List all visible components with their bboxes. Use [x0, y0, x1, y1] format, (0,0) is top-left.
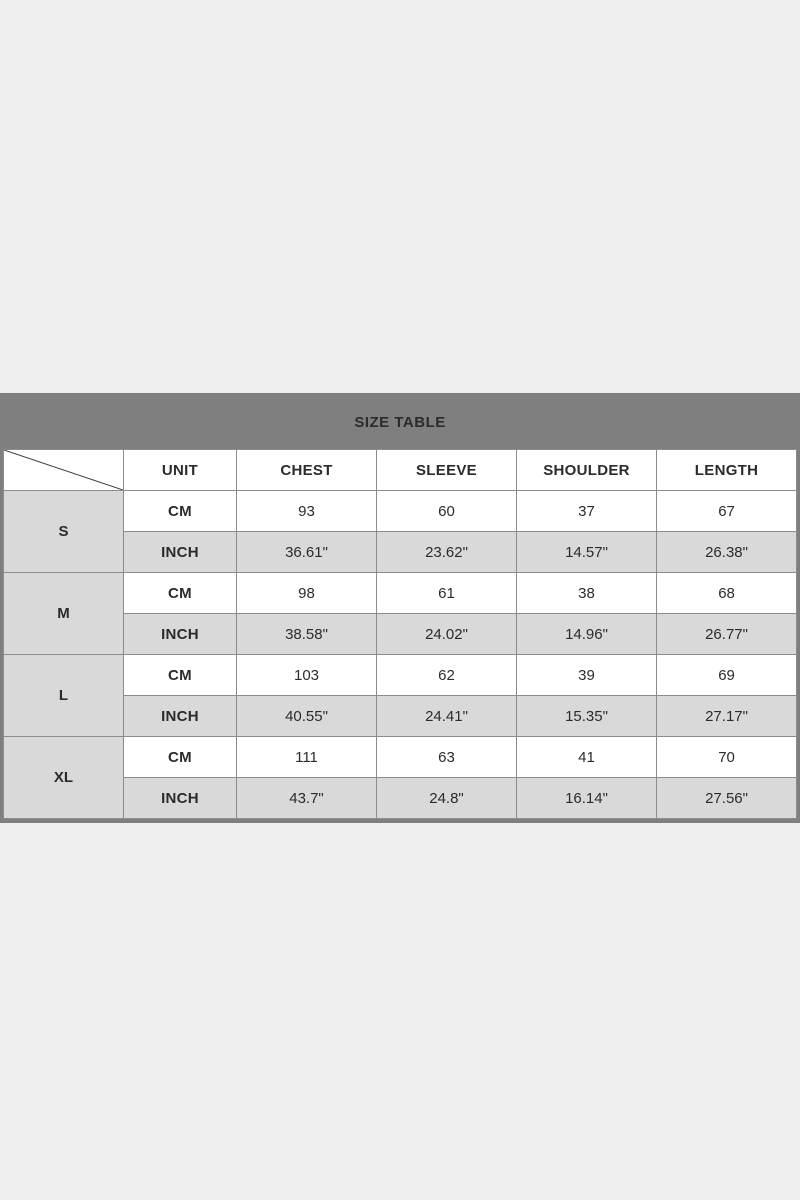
cell-l-cm-sleeve: 62 — [377, 655, 517, 696]
cell-s-inch-chest: 36.61" — [237, 532, 377, 573]
table-row — [4, 573, 797, 614]
cell-xl-inch-chest: 43.7" — [237, 778, 377, 819]
unit-label-inch: INCH — [124, 696, 237, 737]
cell-s-cm-sleeve: 60 — [377, 491, 517, 532]
cell-xl-inch-length: 27.56" — [657, 778, 797, 819]
unit-label-cm: CM — [124, 655, 237, 696]
unit-label-inch: INCH — [124, 614, 237, 655]
size-table-container — [0, 393, 800, 823]
size-table — [3, 396, 797, 819]
unit-label-cm: CM — [124, 573, 237, 614]
page-title: SIZE TABLE — [4, 396, 797, 450]
size-label-xl: XL — [4, 737, 124, 819]
cell-m-inch-sleeve: 24.02" — [377, 614, 517, 655]
cell-m-cm-length: 68 — [657, 573, 797, 614]
unit-label-cm: CM — [124, 737, 237, 778]
cell-m-inch-shoulder: 14.96" — [517, 614, 657, 655]
cell-l-inch-chest: 40.55" — [237, 696, 377, 737]
column-header-chest: CHEST — [237, 450, 377, 491]
cell-s-cm-shoulder: 37 — [517, 491, 657, 532]
column-header-unit: UNIT — [124, 450, 237, 491]
cell-s-inch-sleeve: 23.62" — [377, 532, 517, 573]
diagonal-divider-icon — [4, 450, 124, 491]
table-row — [4, 491, 797, 532]
cell-s-inch-shoulder: 14.57" — [517, 532, 657, 573]
cell-xl-cm-chest: 111 — [237, 737, 377, 778]
cell-s-inch-length: 26.38" — [657, 532, 797, 573]
cell-s-cm-length: 67 — [657, 491, 797, 532]
cell-m-inch-length: 26.77" — [657, 614, 797, 655]
size-label-s: S — [4, 491, 124, 573]
cell-xl-cm-length: 70 — [657, 737, 797, 778]
table-header-row — [4, 450, 797, 491]
table-row — [4, 655, 797, 696]
cell-xl-cm-shoulder: 41 — [517, 737, 657, 778]
cell-xl-inch-sleeve: 24.8" — [377, 778, 517, 819]
unit-label-inch: INCH — [124, 778, 237, 819]
cell-l-inch-shoulder: 15.35" — [517, 696, 657, 737]
size-label-m: M — [4, 573, 124, 655]
cell-l-inch-sleeve: 24.41" — [377, 696, 517, 737]
column-header-shoulder: SHOULDER — [517, 450, 657, 491]
column-header-sleeve: SLEEVE — [377, 450, 517, 491]
column-header-length: LENGTH — [657, 450, 797, 491]
cell-xl-inch-shoulder: 16.14" — [517, 778, 657, 819]
table-title-row — [4, 396, 797, 450]
unit-label-cm: CM — [124, 491, 237, 532]
cell-s-cm-chest: 93 — [237, 491, 377, 532]
cell-l-inch-length: 27.17" — [657, 696, 797, 737]
unit-label-inch: INCH — [124, 532, 237, 573]
cell-m-cm-chest: 98 — [237, 573, 377, 614]
cell-xl-cm-sleeve: 63 — [377, 737, 517, 778]
cell-m-cm-shoulder: 38 — [517, 573, 657, 614]
cell-m-cm-sleeve: 61 — [377, 573, 517, 614]
size-label-l: L — [4, 655, 124, 737]
cell-l-cm-chest: 103 — [237, 655, 377, 696]
cell-l-cm-shoulder: 39 — [517, 655, 657, 696]
cell-m-inch-chest: 38.58" — [237, 614, 377, 655]
cell-l-cm-length: 69 — [657, 655, 797, 696]
table-row — [4, 737, 797, 778]
